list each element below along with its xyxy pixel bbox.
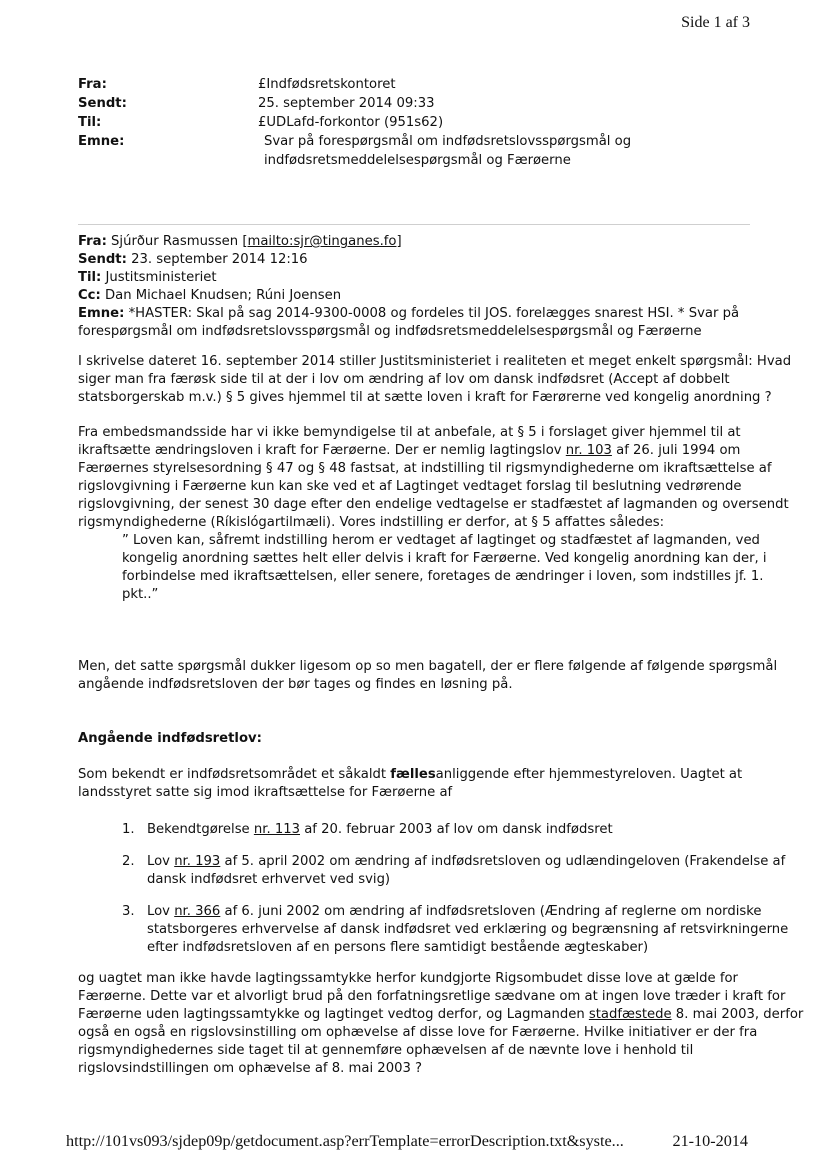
body-text: rigsmyndighedernes side taget til at gennemføre ophævelsen af de nævnte love i henhold til — [78, 1043, 694, 1058]
law-link[interactable]: nr. 193 — [174, 854, 221, 869]
list-item: Bekendtgørelse nr. 113 af 20. februar 2003 af lov om dansk indfødsret — [147, 822, 613, 837]
forward-cc: Cc: Dan Michael Knudsen; Rúni Joensen — [78, 288, 342, 303]
body-text: Færøerne. Dette var et alvorligt brud på den forfatningsretlige sædvane om at ingen love træder i kraft for — [78, 989, 786, 1004]
list-number: 2. — [122, 854, 135, 869]
body-text: I skrivelse dateret 16. september 2014 stiller Justitsministeriet i realiteten et meget enkelt spørgsmål: Hvad — [78, 354, 792, 369]
body-text: rigslovgivning i Færøerne kun kan ske ved et af Lagtinget vedtaget forslag til beslutning vedrørende — [78, 479, 742, 494]
quote-text: pkt..” — [122, 587, 159, 602]
quote-text: kongelig anordning sættes helt eller delvis i kraft for Færøerne. Ved kongelig anordning kan der, i — [122, 551, 767, 566]
header-from: £Indfødsretskontoret — [258, 77, 396, 92]
body-text: rigslovsindstillingen om ophævelse af 8. mai 2003 ? — [78, 1061, 423, 1076]
header-subject-line2: indfødsretsmeddelelsespørgsmål og Færøerne — [264, 153, 571, 168]
forward-subject-line2: forespørgsmål om indfødsretslovsspørgsmål og indfødsretsmeddelelsespørgsmål og Færøerne — [78, 324, 702, 339]
body-text: siger man fra færøsk side til at der i lov om ændring af lov om dansk indfødsret (Accept af dobbelt — [78, 372, 730, 387]
body-text: også en også en rigslovsinstilling om ophævelse af disse love for Færøerne. Hvilke initiativer er der fra — [78, 1025, 758, 1040]
divider — [78, 224, 750, 225]
footer-date: 21-10-2014 — [672, 1132, 748, 1150]
body-text: angående indfødsretsloven der bør tages og findes en løsning på. — [78, 677, 513, 692]
header-sent-label: Sendt: — [78, 96, 127, 111]
body-text: Færøerne uden lagtingssamtykke og lagtinget vedtog derfor, og Lagmanden stadfæstede 8. mai 2003, derfor — [78, 1007, 804, 1022]
header-from-label: Fra: — [78, 77, 107, 92]
body-text: rigsmyndighederne (Ríkislógartilmæli). Vores indstilling er derfor, at § 5 affattes således: — [78, 515, 665, 530]
header-to: £UDLafd-forkontor (951s62) — [258, 115, 444, 130]
list-number: 1. — [122, 822, 135, 837]
list-number: 3. — [122, 904, 135, 919]
list-item: Lov nr. 366 af 6. juni 2002 om ændring af indfødsretsloven (Ændring af reglerne om nordiske — [147, 904, 762, 919]
header-to-label: Til: — [78, 115, 102, 130]
list-item-continued: efter indfødsretsloven af en persons flere samtidigt bestående ægteskaber) — [147, 940, 649, 955]
body-text: Færøernes styrelsesordning § 47 og § 48 fastsat, at indstilling til rigsmyndighederne om ikraftsættelse af — [78, 461, 772, 476]
forward-to: Til: Justitsministeriet — [78, 270, 217, 285]
law-link: stadfæstede — [588, 1007, 672, 1022]
body-text: Men, det satte spørgsmål dukker ligesom op so men bagatell, der er flere følgende af følgende spørgsmål — [78, 659, 778, 674]
forward-subject: Emne: *HASTER: Skal på sag 2014-9300-0008 og fordeles til JOS. forelægges snarest HSI. * Svar på — [78, 306, 740, 321]
body-text: rigslovgivning, der senest 30 dage efter den endelige vedtagelse er stadfæstet af lagmanden og oversendt — [78, 497, 789, 512]
body-text: og uagtet man ikke havde lagtingssamtykke herfor kundgjorte Rigsombudet disse love at gælde for — [78, 971, 738, 986]
body-text: statsborgerskab m.v.) § 5 gives hjemmel til at sætte loven i kraft for Færørerne ved kongelig anordning ? — [78, 390, 772, 405]
body-text: landsstyret satte sig imod ikraftsættelse for Færøerne af — [78, 785, 453, 800]
section-heading: Angående indfødsretlov: — [78, 731, 262, 746]
page-number: Side 1 af 3 — [681, 14, 750, 31]
list-item-continued: statsborgeres erhvervelse af dansk indfødsret ved erklæring og begrænsning af retsvirkningerne — [147, 922, 789, 937]
law-link[interactable]: nr. 103 — [565, 443, 612, 458]
quote-text: ” Loven kan, såfremt indstilling herom er vedtaget af lagtinget og stadfæstet af lagmanden, ved — [122, 533, 760, 548]
body-text: Fra embedsmandsside har vi ikke bemyndigelse til at anbefale, at § 5 i forslaget giver hjemmel til at — [78, 425, 741, 440]
header-subject-line1: Svar på forespørgsmål om indfødsretslovsspørgsmål og — [264, 134, 632, 149]
forward-from: Fra: Sjúrður Rasmussen [mailto:sjr@tinganes.fo] — [78, 234, 402, 249]
list-item: Lov nr. 193 af 5. april 2002 om ændring af indfødsretsloven og udlændingeloven (Frakendelse af — [147, 854, 786, 869]
quote-text: forbindelse med ikraftsættelsen, eller senere, foretages de ændringer i loven, som indstilles jf. 1. — [122, 569, 764, 584]
body-text: Som bekendt er indfødsretsområdet et såkaldt fællesanliggende efter hjemmestyreloven. Uagtet at — [78, 767, 743, 782]
footer-url[interactable]: http://101vs093/sjdep09p/getdocument.asp?errTemplate=errorDescription.txt&syste... — [66, 1132, 624, 1150]
law-link[interactable]: nr. 113 — [253, 822, 300, 837]
header-sent: 25. september 2014 09:33 — [258, 96, 435, 111]
list-item-continued: dansk indfødsret erhvervet ved svig) — [147, 872, 391, 887]
body-text: ikraftsætte ændringsloven i kraft for Færøerne. Der er nemlig lagtingslov nr. 103 af 26. juli 1994 om — [78, 443, 741, 458]
law-link[interactable]: nr. 366 — [174, 904, 221, 919]
forward-sent: Sendt: 23. september 2014 12:16 — [78, 252, 308, 267]
header-subject-label: Emne: — [78, 134, 125, 149]
mailto-link[interactable]: [mailto:sjr@tinganes.fo] — [242, 234, 402, 249]
